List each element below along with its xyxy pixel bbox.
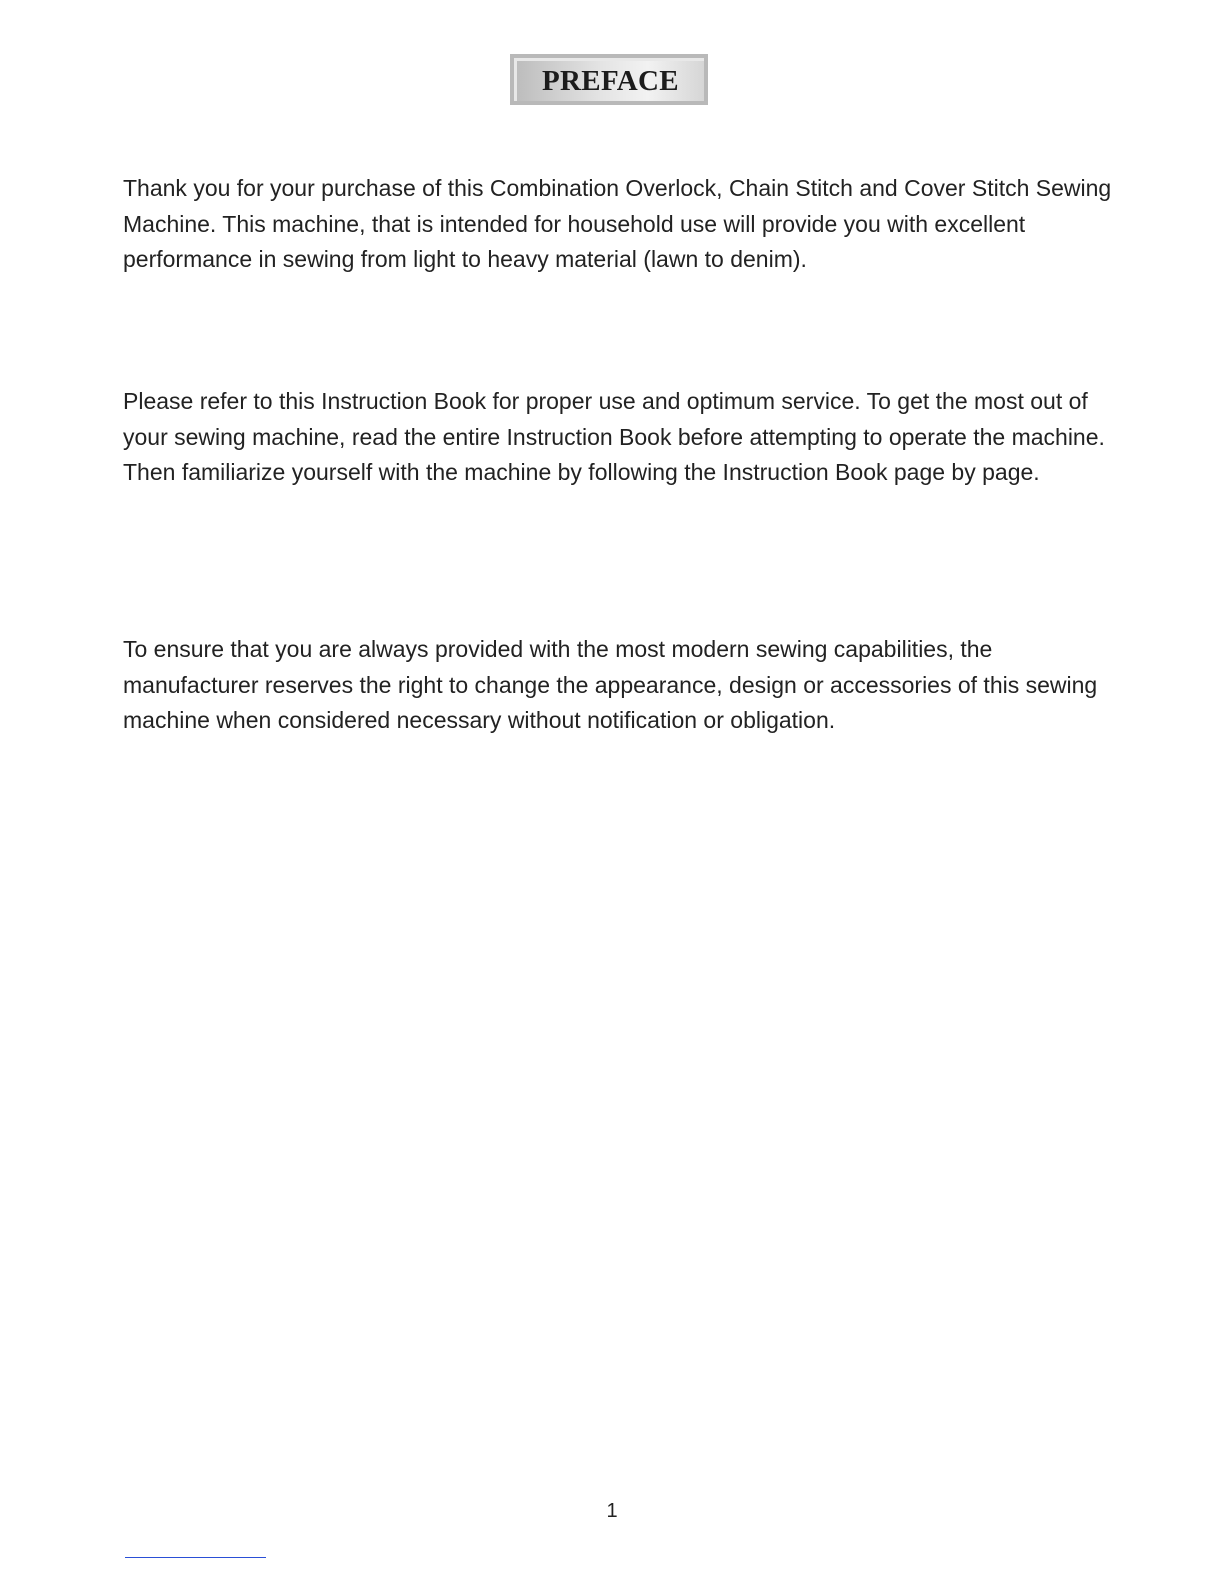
page-title: PREFACE bbox=[542, 64, 679, 97]
instruction-book-paragraph: Please refer to this Instruction Book for proper use and optimum service. To get the most out of your sewing machine, read the entire Instruction Book before attempting to operate the machine. Then familiarize yourself with the machine by following the Instruction Book page by page. bbox=[123, 388, 1105, 485]
preface-title-panel bbox=[514, 58, 704, 101]
preface-title-box bbox=[510, 54, 708, 105]
footnote-divider bbox=[125, 1557, 266, 1558]
intro-paragraph: Thank you for your purchase of this Combination Overlock, Chain Stitch and Cover Stitch Sewing Machine. This machine, that is intended for household use will provide you with excellent performance in sewing from light to heavy material (lawn to denim). bbox=[123, 175, 1112, 272]
manufacturer-notice-paragraph: To ensure that you are always provided with the most modern sewing capabilities, the manufacturer reserves the right to change the appearance, design or accessories of this sewing machine when considered necessary without notification or obligation. bbox=[123, 636, 1098, 733]
page-number: 1 bbox=[606, 1500, 618, 1522]
